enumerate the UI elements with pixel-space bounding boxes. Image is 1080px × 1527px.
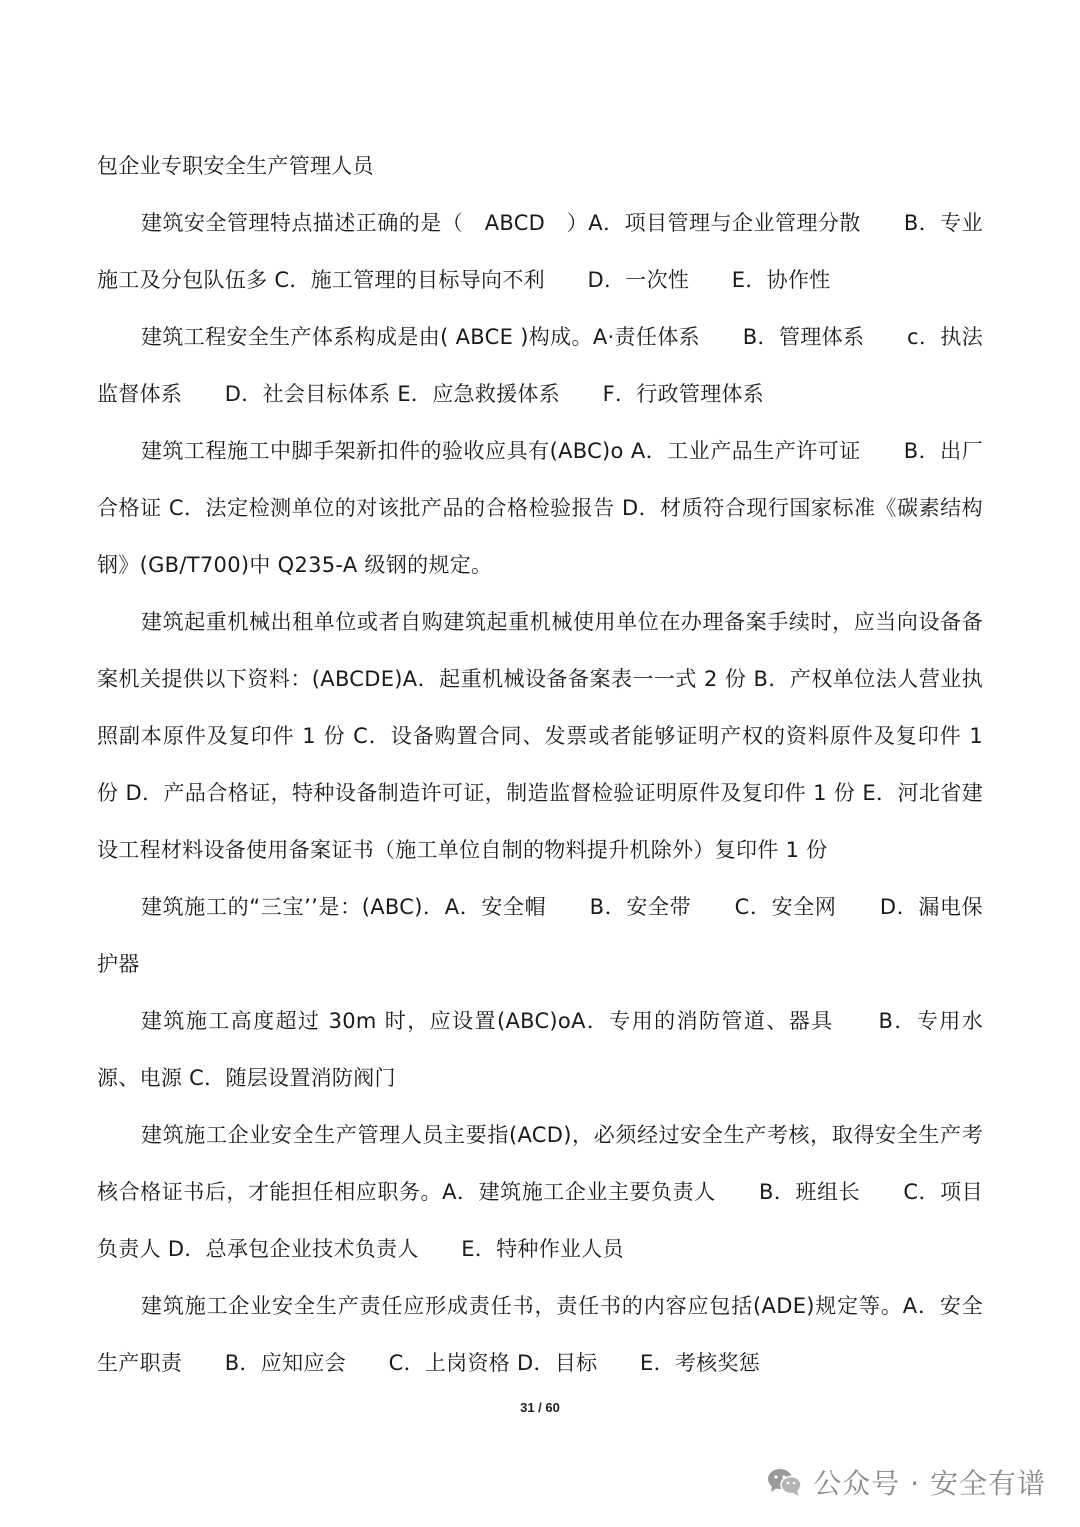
paragraph-safety-system: 建筑工程安全生产体系构成是由( ABCE )构成。A·责任体系 B．管理体系 c．执法监督体系 D．社会目标体系 E．应急救援体系 F．行政管理体系 — [97, 325, 983, 406]
watermark-text: 公众号 · 安全有谱 — [813, 1467, 1046, 1500]
paragraph-fire-protection: 建筑施工高度超过 30m 时，应设置(ABC)oA．专用的消防管道、器具 B．专用水源、电源 C．随层设置消防阀门 — [97, 1009, 983, 1090]
paragraph-three-treasures: 建筑施工的“三宝’’是：(ABC)．A．安全帽 B．安全带 C．安全网 D．漏电保护器 — [97, 895, 983, 976]
wechat-icon — [767, 1467, 803, 1497]
page-number: 31 / 60 — [520, 1400, 560, 1415]
document-body — [97, 138, 983, 1392]
paragraph-crane-registration: 建筑起重机械出租单位或者自购建筑起重机械使用单位在办理备案手续时，应当向设备备案机关提供以下资料：(ABCDE)A．起重机械设备备案表一一式 2 份 B．产权单位法人营业执照副本原件及复印件 1 份 C．设备购置合同、发票或者能够证明产权的资料原件及复印件 1 份 D．产品合格证，特种设备制造许可证，制造监督检验证明原件及复印件 1 份 E．河北省建设工程材料设备使用备案证书（施工单位自制的物料提升机除外）复印件 1 份 — [97, 610, 983, 862]
paragraph-safety-management-features: 建筑安全管理特点描述正确的是（ ABCD ）A．项目管理与企业管理分散 B．专业施工及分包队伍多 C．施工管理的目标导向不利 D．一次性 E．协作性 — [97, 211, 983, 292]
watermark — [767, 1462, 1046, 1502]
paragraph-safety-managers: 建筑施工企业安全生产管理人员主要指(ACD)，必须经过安全生产考核，取得安全生产考核合格证书后，才能担任相应职务。A．建筑施工企业主要负责人 B．班组长 C．项目负责人 D．总承包企业技术负责人 E．特种作业人员 — [97, 1123, 983, 1261]
paragraph-continuation: 包企业专职安全生产管理人员 — [97, 154, 374, 178]
paragraph-scaffold-fasteners: 建筑工程施工中脚手架新扣件的验收应具有(ABC)o A．工业产品生产许可证 B．出厂合格证 C．法定检测单位的对该批产品的合格检验报告 D．材质符合现行国家标准《碳素结构钢》(GB/T700)中 Q235-A 级钢的规定。 — [97, 439, 983, 577]
paragraph-responsibility-letter: 建筑施工企业安全生产责任应形成责任书，责任书的内容应包括(ADE)规定等。A．安全生产职责 B．应知应会 C．上岗资格 D．目标 E．考核奖惩 — [97, 1294, 983, 1375]
